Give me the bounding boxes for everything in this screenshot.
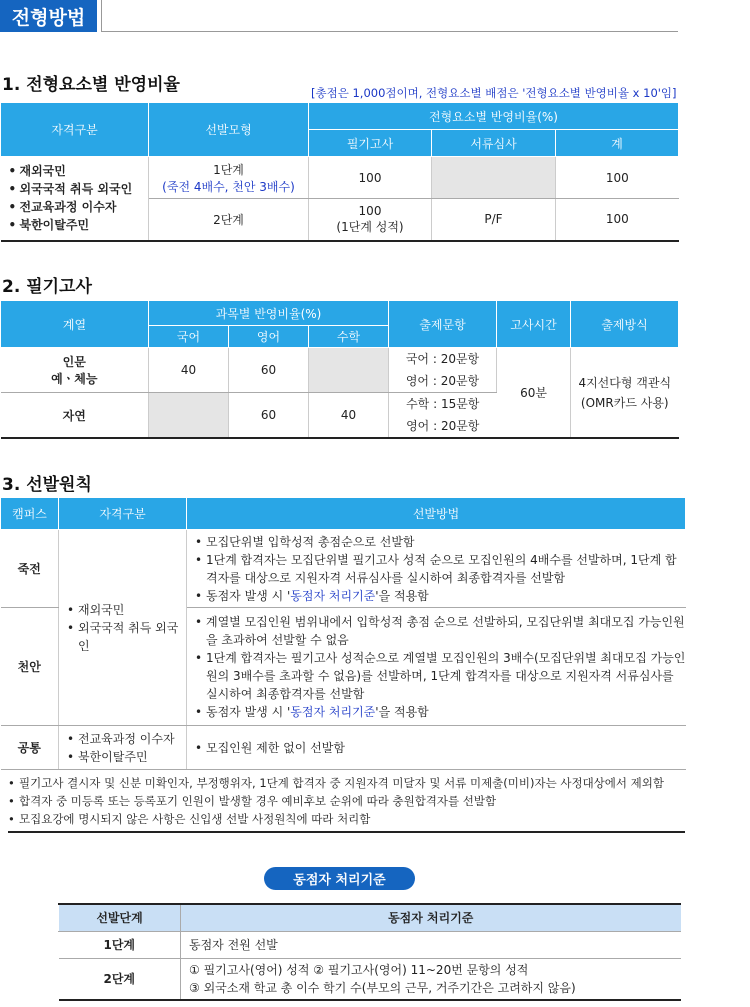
- question-line: 수학 : 15문항: [406, 397, 480, 411]
- method-line: (OMR카드 사용): [580, 395, 669, 410]
- criteria-cell: 동점자 전원 선발: [181, 931, 681, 958]
- method-item: • 1단계 합격자는 필기고사 성적순으로 계열별 모집인원의 3배수(모집단위별 최대모집 가능인원의 3배수를 초과할 수 없음)를 선발하며, 1단계 합격자를 대상으로 지원자격 서류심사를 실시하여 최종합격자를 선발함: [195, 649, 686, 703]
- model-label: 1단계: [213, 162, 244, 177]
- qualification-item: • 북한이탈주민: [9, 216, 149, 234]
- th-english: 영어: [229, 326, 309, 348]
- written-exam-table: [0, 300, 679, 439]
- section1-note: [총점은 1,000점이며, 전형요소별 배점은 '전형요소별 반영비율 x 10'임]: [311, 86, 677, 100]
- korean-cell: 40: [149, 348, 229, 393]
- method-line: 4지선다형 객관식: [578, 375, 672, 390]
- method-item: • 계열별 모집인원 범위내에서 입학성적 총점 순으로 선발하되, 모집단위별 최대모집 가능인원을 초과하여 선발할 수 없음: [195, 613, 686, 649]
- th-campus: 캠퍼스: [1, 498, 59, 530]
- common-qualification-cell: [59, 726, 187, 770]
- qualification-item: • 전교육과정 이수자: [9, 198, 149, 216]
- section1-title: 1. 전형요소별 반영비율: [2, 75, 180, 95]
- criteria-cell: [181, 958, 681, 1000]
- field-cell: [1, 348, 149, 393]
- stage-cell: 1단계: [59, 931, 181, 958]
- selection-table: [0, 497, 686, 770]
- english-cell: 60: [229, 393, 309, 439]
- model-note: (죽전 4배수, 천안 3배수): [162, 179, 295, 194]
- question-line: 국어 : 20문항: [405, 352, 480, 366]
- field-label: 인문: [62, 355, 86, 369]
- tie-prefix: 동점자 발생 시 ': [206, 704, 291, 719]
- th-field: 계열: [1, 301, 149, 348]
- math-cell: 40: [309, 393, 389, 439]
- tie-rule-link[interactable]: 동점자 처리기준: [290, 588, 376, 603]
- th-criteria: 동점자 처리기준: [181, 904, 681, 931]
- model-cell: 2단계: [149, 199, 309, 241]
- math-cell-empty: [309, 348, 389, 393]
- th-written: 필기고사: [309, 130, 432, 157]
- qualification-item: • 외국국적 취득 외국인: [9, 180, 149, 198]
- model-cell: [149, 157, 309, 199]
- th-ratio: 전형요소별 반영비율(%): [309, 103, 679, 130]
- th-method: 출제방식: [571, 301, 679, 348]
- jukjeon-method: [187, 530, 686, 608]
- section2-title: 2. 필기고사: [2, 277, 92, 297]
- campus-cheonan: 천안: [1, 608, 59, 726]
- header-rule: [101, 31, 678, 32]
- qualification-item: • 북한이탈주민: [67, 748, 186, 766]
- written-value: 100: [358, 203, 382, 218]
- questions-cell: [389, 393, 497, 439]
- method-item: [195, 703, 686, 721]
- written-note: (1단계 성적): [336, 219, 404, 234]
- written-cell: 100: [309, 157, 432, 199]
- tie-suffix: '을 적용함: [375, 704, 429, 719]
- tie-prefix: 동점자 발생 시 ': [206, 588, 291, 603]
- tie-rule-link[interactable]: 동점자 처리기준: [290, 704, 376, 719]
- note-item: • 모집요강에 명시되지 않은 사항은 신입생 선발 사정원칙에 따라 처리함: [8, 810, 685, 828]
- stage-cell: 2단계: [59, 958, 181, 1000]
- qualification-item: • 외국국적 취득 외국인: [67, 619, 186, 655]
- th-korean: 국어: [149, 326, 229, 348]
- page-title: 전형방법: [0, 0, 97, 32]
- question-line: 영어 : 20문항: [405, 374, 480, 388]
- qualification-item: • 재외국민: [9, 162, 149, 180]
- ratio-table: [0, 102, 679, 242]
- th-qualification: 자격구분: [59, 498, 187, 530]
- qualification-item: • 재외국민: [67, 601, 186, 619]
- th-questions: 출제문항: [389, 301, 497, 348]
- th-stage: 선발단계: [59, 904, 181, 931]
- th-qualification: 자격구분: [1, 103, 149, 157]
- method-item: • 모집단위별 입학성적 총점순으로 선발함: [195, 533, 686, 551]
- th-math: 수학: [309, 326, 389, 348]
- th-model: 선발모형: [149, 103, 309, 157]
- section3-title: 3. 선발원칙: [2, 475, 92, 495]
- method-item: • 1단계 합격자는 모집단위별 필기고사 성적 순으로 모집인원의 4배수를 선발하며, 1단계 합격자를 대상으로 지원자격 서류심사를 실시하여 최종합격자를 선발함: [195, 551, 686, 587]
- tiebreak-title: 동점자 처리기준: [264, 867, 415, 890]
- common-method: [187, 726, 686, 770]
- document-cell: P/F: [432, 199, 556, 241]
- cheonan-method: [187, 608, 686, 726]
- field-cell: 자연: [1, 393, 149, 439]
- document-cell-empty: [432, 157, 556, 199]
- questions-cell: [389, 348, 497, 393]
- shared-qualification-cell: [59, 530, 187, 726]
- written-cell: [309, 199, 432, 241]
- th-time: 고사시간: [497, 301, 571, 348]
- field-label: 예ㆍ체능: [51, 372, 98, 386]
- th-document: 서류심사: [432, 130, 556, 157]
- korean-cell-empty: [149, 393, 229, 439]
- note-item: • 합격자 중 미등록 또는 등록포기 인원이 발생할 경우 예비후보 순위에 따라 충원합격자를 선발함: [8, 792, 685, 810]
- th-subject-ratio: 과목별 반영비율(%): [149, 301, 389, 326]
- total-cell: 100: [556, 199, 679, 241]
- english-cell: 60: [229, 348, 309, 393]
- method-item: • 모집인원 제한 없이 선발함: [195, 739, 686, 757]
- th-total: 계: [556, 130, 679, 157]
- campus-jukjeon: 죽전: [1, 530, 59, 608]
- criteria-line: ③ 외국소재 학교 총 이수 학기 수(부모의 근무, 거주기간은 고려하지 않음): [189, 980, 576, 995]
- time-cell: 60분: [497, 348, 571, 439]
- tiebreak-table: [58, 903, 681, 1001]
- qualification-item: • 전교육과정 이수자: [67, 730, 186, 748]
- th-selection-method: 선발방법: [187, 498, 686, 530]
- criteria-line: ① 필기고사(영어) 성적 ② 필기고사(영어) 11~20번 문항의 성적: [189, 962, 529, 977]
- method-cell: [571, 348, 679, 439]
- method-item: [195, 587, 686, 605]
- campus-common: 공통: [1, 726, 59, 770]
- header-divider: [101, 0, 102, 32]
- note-item: • 필기고사 결시자 및 신분 미확인자, 부정행위자, 1단계 합격자 중 지원자격 미달자 및 서류 미제출(미비)자는 사정대상에서 제외함: [8, 774, 685, 792]
- selection-notes: [8, 774, 685, 833]
- question-line: 영어 : 20문항: [406, 419, 480, 433]
- total-cell: 100: [556, 157, 679, 199]
- tie-suffix: '을 적용함: [375, 588, 429, 603]
- qualification-cell: [1, 157, 149, 241]
